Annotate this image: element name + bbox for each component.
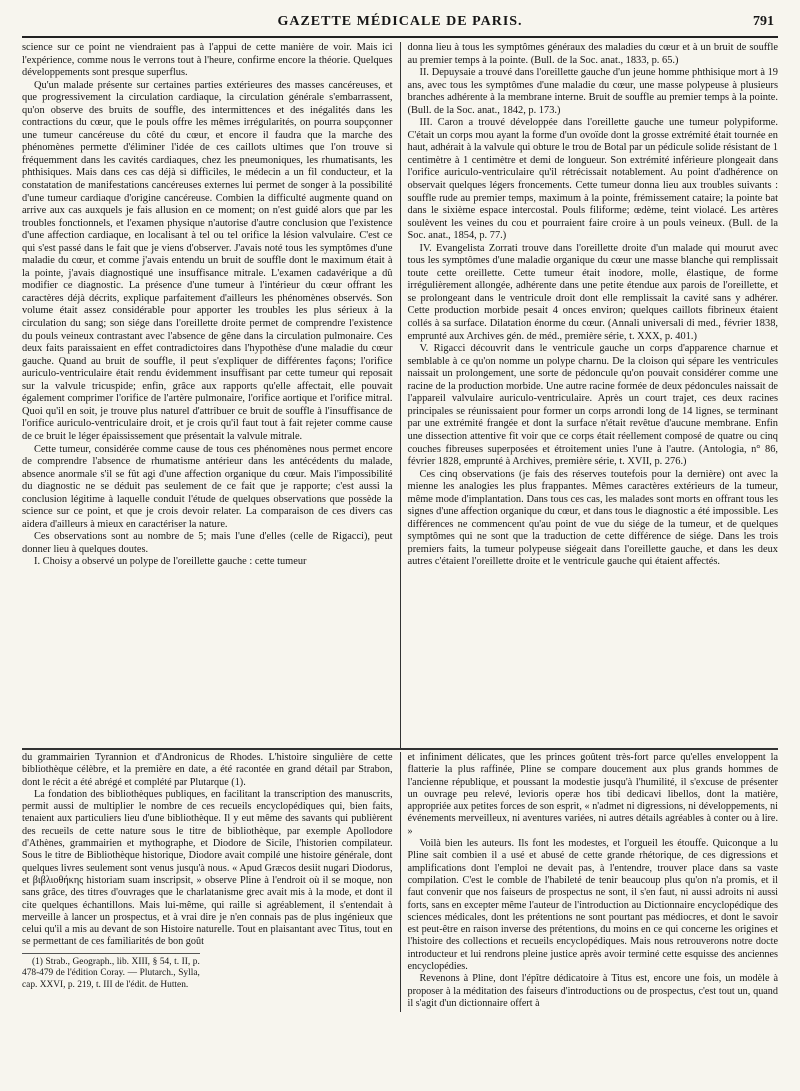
paragraph: Ces observations sont au nombre de 5; mais l'une d'elles (celle de Rigacci), peut donner lieu à quelques doutes.	[22, 531, 393, 555]
paragraph: Revenons à Pline, dont l'épître dédicatoire à Titus est, encore une fois, un modèle à proposer à la méditation des faiseurs d'introductions ou de prospectus, c'est tout un, quand il s'agit d'un dictionnaire offert à	[407, 973, 778, 1009]
paragraph: et infiniment délicates, que les princes goûtent très-fort parce qu'elles enveloppent la flatterie la plus raffinée, Pline se compare doucement aux plus grands hommes de l'ancienne république, et poussant la modestie jusqu'à l'humilité, il s'excuse de présenter un ouvrage peu relevé, levioris operæ hos tibi dedicavi libellos, dont la matière, appropriée aux petites forces de son esprit, « n'admet ni digressions, ni développements, ni événements merveilleux, ni aventures variées, ni autres détails agréables à conter ou à lire. »	[407, 752, 778, 837]
paragraph: I. Choisy a observé un polype de l'oreillette gauche : cette tumeur	[34, 556, 307, 568]
upper-left-column	[22, 42, 400, 748]
upper-right-column	[401, 42, 779, 748]
footnote	[22, 953, 200, 991]
paragraph: III. Caron a trouvé développée dans l'oreillette gauche une tumeur polypiforme. C'était un corps mou ayant la forme d'un ovoïde dont la grosse extrémité était tournée en haut, adhérait à la valvule qui obture le trou de Botal par un pédicule solide résistant de 1 centimètre à 1 centimètre et demi de longueur. Son extrémité inférieure plongeait dans l'orifice auriculo-ventriculaire qu'il rétrécissait notablement. Au point d'adhérence on observait quelques légers froncements. Cette tumeur donna lieu aux troubles suivants : souffle rude au premier temps, maximum à la pointe, frémissement cataire; la pointe bat dans le sixième espace intercostal. Pouls filiforme; œdème, teint violacé. Les artères soulèvent les veines du cou et pourraient faire croire à un pouls veineux. (Bull. de la Soc. anat., 1854, p. 77.)	[407, 117, 778, 242]
feuilleton-left-column	[22, 752, 400, 1012]
page-number: 791	[753, 14, 774, 29]
upper-section	[22, 42, 778, 750]
paragraph: V. Rigacci découvrit dans le ventricule gauche un corps d'apparence charnue et semblable à ce qu'on nomme un polype charnu. De la cloison qui sépare les ventricules naissait un prolongement, une sorte de pédoncule qu'on pouvait considérer comme une racine de la production morbide. Une autre racine formée de deux pédoncules naissait de l'appareil valvulaire auriculo-ventriculaire. Après un court trajet, ces deux racines principales se réunissaient pour former un corps arrondi long de 14 lignes, se terminant par une extrémité frangée et dont la surface n'était revêtue d'aucune membrane. Enfin une dissection attentive fit voir que ce corps était réellement composé de quatre ou cinq couches fibreuses superposées et étroitement unies l'une à l'autre. (Antologia, n° 86, février 1828, emprunté à Archives, première série, t. XVII, p. 276.)	[407, 343, 778, 468]
feuilleton-section	[22, 752, 778, 1012]
paragraph: II. Depuysaie a trouvé dans l'oreillette gauche d'un jeune homme phthisique mort à 19 ans, avec tous les symptômes d'une maladie du cœur, une masse polypeuse à plusieurs branches adhérente à la membrane interne. Bruit de souffle au premier temps à la pointe. (Bull. de la Soc. anat., 1842, p. 173.)	[407, 67, 778, 116]
paragraph: science sur ce point ne viendraient pas à l'appui de cette manière de voir. Mais ici l'expérience, comme nous le verrons tout à l'heure, confirme encore la théorie. Quelques développements sont presque superflus.	[22, 42, 393, 79]
footnote-text: (1) Strab., Geograph., lib. XIII, § 54, t. II, p. 478-479 de l'édition Coray. — Plutarch., Sylla, cap. XXVI, p. 219, t. III de l'édit. de Hutten.	[22, 956, 200, 990]
feuilleton-right-column	[401, 752, 779, 1012]
paragraph: Voilà bien les auteurs. Ils font les modestes, et l'orgueil les étouffe. Quiconque a lu Pline sait combien il a usé et abusé de cette grande rhétorique, de ces digressions et amplifications dont l'emploi ne devait pas, à l'entendre, trouver place dans sa vaste compilation. C'est le comble de l'habileté de tenir beaucoup plus qu'on n'a promis, et il faut convenir que nos faiseurs de prospectus ne sont, il s'en faut, ni aussi adroits ni aussi forts, sans en excepter même l'auteur de l'introduction au Dictionnaire encyclopédique des sciences médicales, dont les prétentions ne sont pourtant pas médiocres, et dont le savoir est peut-être en raison inverse des prétentions, du moins en ce qui concerne les origines et l'histoire des collections et recueils encyclopédiques. Mais nous retrouverons notre docte introducteur et lui rendrons pleine justice après avoir terminé cette esquisse des anciennes encyclopédies.	[407, 838, 778, 973]
paragraph: donna lieu à tous les symptômes généraux des maladies du cœur et à un bruit de souffle au premier temps à la pointe. (Bull. de la Soc. anat., 1833, p. 65.)	[407, 42, 778, 66]
paragraph: du grammairien Tyrannion et d'Andronicus de Rhodes. L'histoire singulière de cette bibliothèque célèbre, et la première en date, a été racontée en grand détail par Strabon, dont le récit a été abrégé et complété par Plutarque (1).	[22, 752, 393, 788]
page-header	[22, 10, 778, 38]
paragraph: Qu'un malade présente sur certaines parties extérieures des masses cancéreuses, et que progressivement la circulation cardiaque, la circulation générale s'embarrassent, qu'on observe des bruits de souffle, des intermittences et des inégalités dans les contractions du cœur, que le pouls offre les mêmes irrégularités, on pourra soupçonner une tumeur cancéreuse du côté du cœur, et encore il faudra que la marche des phénomènes permette d'éliminer l'idée de ces caillots ultimes que l'on trouve si fréquemment dans les cavités cardiaques, chez les pneumoniques, les rhumatisants, les phthisiques. Mais dans ces cas déjà si difficiles, le médecin a un fil conducteur, et la constatation de manifestations cancéreuses externes lui permet de songer à la possibilité d'une tumeur cardiaque d'origine cancéreuse. Combien la difficulté augmente quand on arrive aux cas auxquels je fais allusion en ce moment; on n'est guidé alors que par les troubles fonctionnels, et l'examen physique n'autorise d'autre conclusion que l'existence d'une affection cardiaque, en localisant à tel ou tel orifice la lésion valvulaire. C'est ce qui s'est passé dans le fait que je viens d'observer. J'avais noté tous les symptômes d'une maladie du cœur, et comme j'avais entendu un bruit de souffle dont le maximum était à la pointe, j'avais diagnostiqué une insuffisance mitrale. L'examen cadavérique a dû modifier ce diagnostic. La présence d'une tumeur à l'intérieur du cœur offrant les caractères déjà décrits, explique parfaitement d'ailleurs les phénomènes observés. Son volume était assez considérable pour apporter les troubles les plus sérieux à la circulation du sang; son siége dans l'oreillette droite permet de comprendre l'existence du pouls veineux contrastant avec l'absence de gêne dans la circulation pulmonaire. Ces deux faits paraissaient en effet contradictoires dans l'hypothèse d'une maladie du cœur gauche. Quand au bruit de souffle, il peut s'expliquer de différentes façons; l'orifice auriculo-ventriculaire était rendu évidemment insuffisant par cette tumeur qui reposait sur la valvule tricuspide; enfin, grâce aux rapports qu'elle affectait, elle pouvait également comprimer l'orifice de l'artère pulmonaire, l'orifice aortique et l'orifice mitral. Quoi qu'il en soit, je trouve plus naturel d'attribuer ce bruit de souffle à l'insuffisance de l'orifice auriculo-ventriculaire droit, et je crois qu'il faut tout à fait rejeter comme cause de ce bruit le léger épaississement que présentait la valvule mitrale.	[22, 79, 393, 442]
paragraph: La fondation des bibliothèques publiques, en facilitant la transcription des manuscrits, permit aussi de multiplier le nombre de ces recueils encyclopédiques qui, bien faits, tenaient aux particuliers lieu d'une bibliothèque. Il y eut même des savants qui publièrent des recueils de cette nature sous le titre de bibliothèque, par exemple Apollodore d'Athènes, grammairien et mythographe, et Diodore de Sicile, l'historien compilateur. Sous le titre de Bibliothèque historique, Diodore avait compilé une histoire générale, dont quelques livres seulement sont venus jusqu'à nous. « Apud Græcos desiit nugari Diodorus, et βιβλιοθήκης historiam suam inscripsit, » observe Pline à l'endroit où il se moque, non sans grâce, des titres d'ouvrages que le charlatanisme grec avait mis à la mode, et dont il cite quelques échantillons. Mais lui-même, qui raille si agréablement, il s'entendait à merveille à lancer un prospectus, et à vrai dire je n'en connais pas de plus ingénieux que celui qu'il a mis au devant de son Histoire naturelle. Tout en plaisantant avec Titus, tout en se permettant de ces familiarités de bon goût	[22, 788, 393, 948]
journal-title: GAZETTE MÉDICALE DE PARIS.	[277, 14, 523, 29]
paragraph: Cette tumeur, considérée comme cause de tous ces phénomènes nous permet encore de comprendre l'absence de rhumatisme antérieur dans les antécédents du malade, absence anormale s'il se fût agi d'une affection organique du cœur. Mais l'impossibilité du diagnostic ne se déduit pas seulement de ce fait que je rapporte; c'est aussi la conclusion légitime à laquelle conduit l'étude de quelques observations que possède la science sur ce point, et que je crois devoir relater. La comparaison de ces divers cas aidera d'ailleurs à mieux en caractériser la nature.	[22, 443, 393, 530]
paragraph: IV. Evangelista Zorrati trouve dans l'oreillette droite d'un malade qui mourut avec tous les symptômes d'une maladie organique du cœur une masse blanche qui remplissait toute cette oreillette. Cette tumeur était inodore, molle, élastique, de forme irrégulièrement allongée, adhérente dans une petite étendue aux parois de l'oreillette, et se prolongeant dans le ventricule droit dont elle remplissait la cavité sans y adhérer. Cette production morbide pesait 4 onces environ; quelques caillots fibrineux étaient collés à sa surface. Dilatation énorme du cœur. (Annali universali di med., février 1838, emprunté aux Archives gén. de méd., première série, t. XXX, p. 401.)	[407, 242, 778, 342]
paragraph: Ces cinq observations (je fais des réserves toutefois pour la dernière) ont avec la mienne les analogies les plus frappantes. Mêmes caractères extérieurs de la tumeur, même mode d'implantation. Dans tous ces cas, les malades sont morts en offrant tous les signes d'une affection organique du cœur, et dans tous le diagnostic a été impossible. Les différences ne commencent qu'au point de vue du siége de la tumeur, et de quelques symptômes qui ne sont que la traduction de cette différence de siége. Dans les trois premiers faits, la tumeur polypeuse siégeait dans l'oreillette gauche, et dans les deux autres c'étaient l'oreillette droite et le ventricule gauche qui étaient affectés.	[407, 468, 778, 568]
